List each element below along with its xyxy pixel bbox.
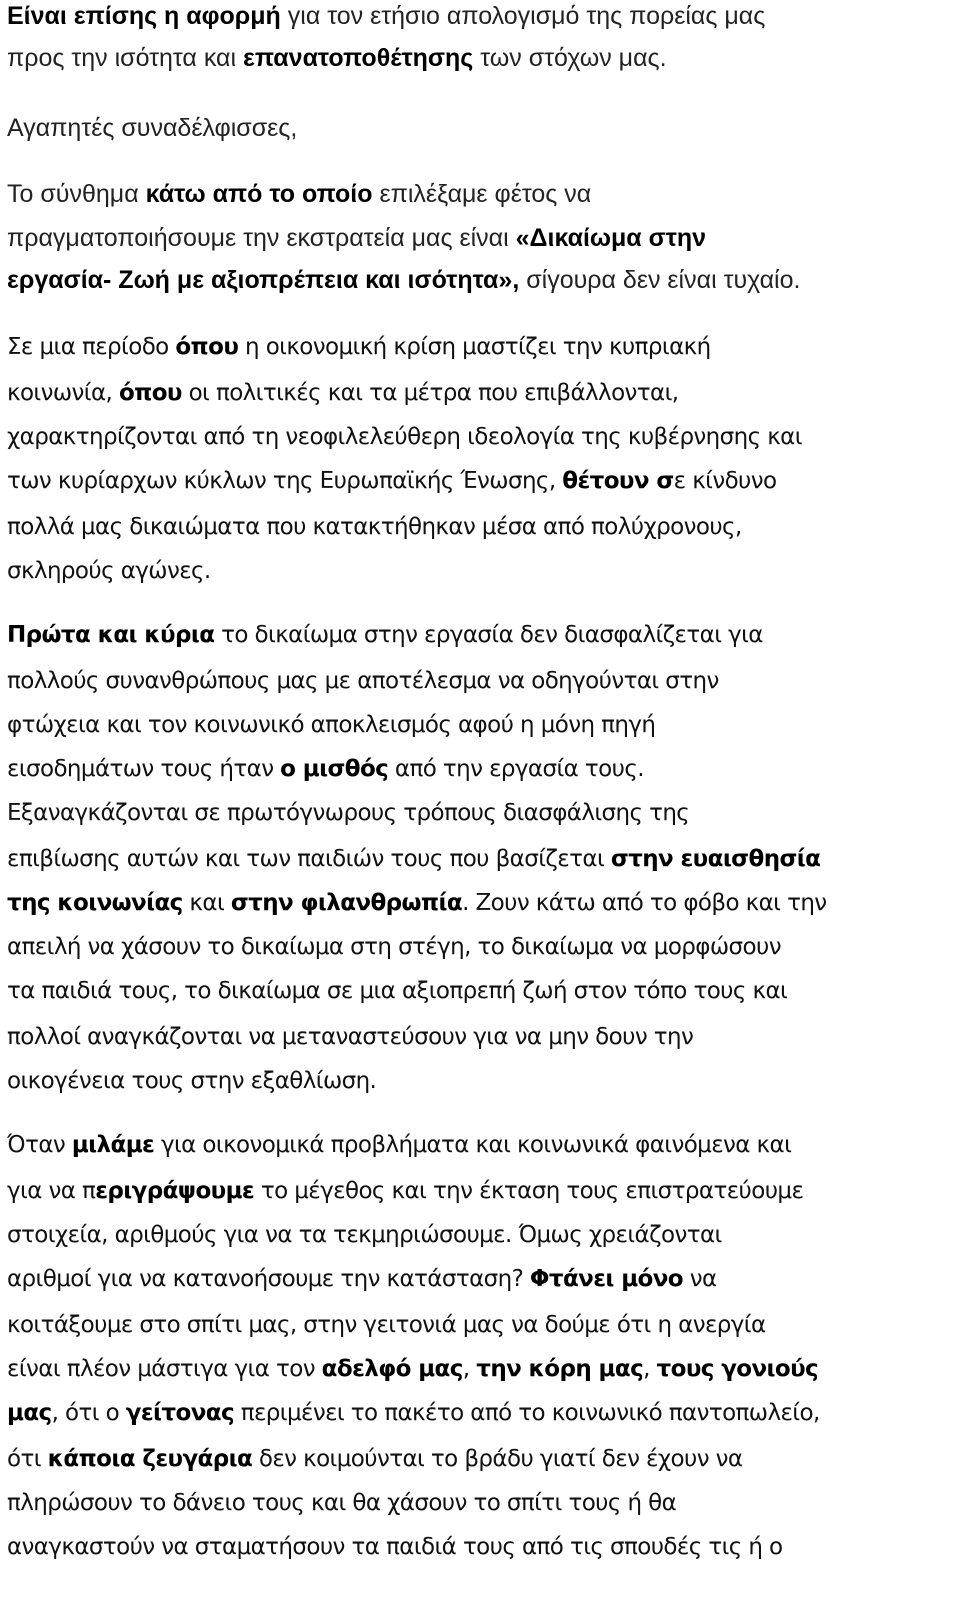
bold-text: κάτω από το οποίο: [145, 180, 373, 208]
text-line: [7, 116, 297, 141]
text-segment: αριθμοί για να κατανοήσουμε την κατάσταση?: [7, 1266, 530, 1292]
text-segment: Όταν: [7, 1132, 72, 1158]
text-segment: το μέγεθος και την έκταση τους επιστρατεύουμε: [254, 1178, 804, 1204]
text-segment: , ότι ο: [51, 1400, 126, 1426]
text-line: [7, 1314, 766, 1337]
text-segment: των κυρίαρχων κύκλων της Ευρωπαϊκής Ένωσης,: [7, 468, 563, 494]
text-segment: είναι πλέον μάστιγα για τον: [7, 1356, 322, 1382]
text-line: [7, 470, 776, 493]
text-segment: να: [683, 1266, 717, 1292]
bold-text: όπου: [175, 334, 239, 360]
text-segment: των στόχων μας.: [473, 44, 667, 72]
bold-text: μας: [7, 1400, 52, 1426]
bold-text: στην φιλανθρωπία: [230, 890, 463, 916]
text-line: [7, 936, 781, 959]
bold-text: Φτάνει μόνο: [529, 1266, 683, 1292]
text-line: [7, 848, 820, 871]
text-line: [7, 268, 800, 293]
text-segment: στοιχεία, αριθμούς για να τα τεκμηριώσουμε. Όμως χρειάζονται: [7, 1222, 722, 1248]
text-line: [7, 1134, 791, 1157]
text-line: [7, 802, 689, 825]
text-segment: ότι: [7, 1446, 48, 1472]
text-segment: πραγματοποιήσουμε την εκστρατεία μας είναι: [7, 224, 516, 252]
bold-text: μιλάμε: [71, 1132, 155, 1158]
text-segment: η οικονομική κρίση μαστίζει την κυπριακή: [238, 334, 711, 360]
text-segment: ,: [462, 1356, 477, 1382]
bold-text: θέτουν σ: [562, 468, 674, 494]
text-line: [7, 1536, 783, 1559]
text-line: [7, 1224, 722, 1247]
bold-text: γείτονας: [125, 1400, 234, 1426]
text-segment: οι πολιτικές και τα μέτρα που επιβάλλονται,: [181, 380, 679, 406]
text-line: [7, 382, 679, 405]
text-segment: επιβίωσης αυτών και των παιδιών τους που βασίζεται: [7, 846, 611, 872]
text-line: [7, 670, 719, 693]
text-segment: Εξαναγκάζονται σε πρωτόγνωρους τρόπους διασφάλισης της: [7, 800, 690, 826]
text-segment: κοιτάξουμε στο σπίτι μας, στην γειτονιά μας να δούμε ότι η ανεργία: [7, 1312, 766, 1338]
text-line: [7, 426, 802, 449]
text-line: [7, 516, 742, 539]
text-segment: χαρακτηρίζονται από τη νεοφιλελεύθερη ιδεολογία της κυβέρνησης και: [7, 424, 802, 450]
bold-text: Είναι επίσης η αφορμή: [7, 2, 281, 30]
text-segment: εισοδημάτων τους ήταν: [7, 756, 281, 782]
text-segment: απειλή να χάσουν το δικαίωμα στη στέγη, το δικαίωμα να μορφώσουν: [7, 934, 781, 960]
text-segment: αναγκαστούν να σταματήσουν τα παιδιά τους από τις σπουδές τις ή ο: [7, 1534, 783, 1560]
bold-text: «Δικαίωμα στην: [515, 224, 707, 252]
text-line: [7, 758, 644, 781]
text-line: [7, 1492, 676, 1515]
text-segment: για τον ετήσιο απολογισμό της πορείας μας: [280, 2, 766, 30]
text-line: [7, 1402, 820, 1425]
text-line: [7, 714, 655, 737]
text-segment: οικογένεια τους στην εξαθλίωση.: [7, 1068, 377, 1094]
text-line: [7, 1180, 803, 1203]
bold-text: ο μισθός: [280, 756, 389, 782]
text-segment: πληρώσουν το δάνειο τους και θα χάσουν το σπίτι τους ή θα: [7, 1490, 677, 1516]
text-line: [7, 226, 706, 251]
text-line: [7, 892, 827, 915]
text-line: [7, 182, 591, 207]
text-segment: και: [182, 890, 231, 916]
text-segment: πολλούς συνανθρώπους μας με αποτέλεσμα να οδηγούνται στην: [7, 668, 719, 694]
text-segment: προς την ισότητα και: [7, 44, 243, 72]
text-segment: για οικονομικά προβλήματα και κοινωνικά φαινόμενα και: [154, 1132, 792, 1158]
text-line: [7, 1268, 717, 1291]
text-segment: πολλά μας δικαιώματα που κατακτήθηκαν μέσα από πολύχρονους,: [7, 514, 742, 540]
text-line: [7, 1026, 693, 1049]
text-segment: τα παιδιά τους, το δικαίωμα σε μια αξιοπρεπή ζωή στον τόπο τους και: [7, 978, 788, 1004]
text-segment: επιλέξαμε φέτος να: [372, 180, 592, 208]
text-line: [7, 1070, 376, 1093]
text-line: [7, 624, 763, 647]
bold-text: Πρώτα και κύρια: [7, 622, 215, 648]
text-line: [7, 1448, 743, 1471]
bold-text: όπου: [118, 380, 182, 406]
bold-text: τους γονιούς: [656, 1356, 819, 1382]
text-segment: σκληρούς αγώνες.: [7, 558, 211, 584]
text-segment: περιμένει το πακέτο από το κοινωνικό παντοπωλείο,: [234, 1400, 820, 1426]
text-segment: Το σύνθημα: [7, 180, 146, 208]
text-line: [7, 1358, 818, 1381]
text-segment: Αγαπητές συναδέλφισσες,: [7, 114, 298, 142]
bold-text: κάποια ζευγάρια: [47, 1446, 253, 1472]
bold-text: αδελφό μας: [321, 1356, 463, 1382]
text-segment: για να π: [7, 1178, 96, 1204]
text-segment: σίγουρα δεν είναι τυχαίο.: [519, 266, 801, 294]
text-segment: κοινωνία,: [7, 380, 119, 406]
text-segment: φτώχεια και τον κοινωνικό αποκλεισμός αφού η μόνη πηγή: [7, 712, 656, 738]
text-line: [7, 4, 765, 29]
bold-text: επανατοποθέτησης: [242, 44, 474, 72]
text-segment: δεν κοιμούνται το βράδυ γιατί δεν έχουν να: [252, 1446, 743, 1472]
text-segment: Σε μια περίοδο: [7, 334, 176, 360]
bold-text: της κοινωνίας: [7, 890, 183, 916]
text-segment: ε κίνδυνο: [673, 468, 777, 494]
text-segment: . Ζουν κάτω από το φόβο και την: [462, 890, 827, 916]
text-segment: το δικαίωμα στην εργασία δεν διασφαλίζεται για: [214, 622, 763, 648]
text-segment: ,: [643, 1356, 657, 1382]
text-line: [7, 980, 787, 1003]
bold-text: εριγράψουμε: [95, 1178, 255, 1204]
text-line: [7, 46, 667, 71]
text-segment: πολλοί αναγκάζονται να μεταναστεύσουν για να μην δουν την: [7, 1024, 694, 1050]
bold-text: εργασία- Ζωή με αξιοπρέπεια και ισότητα»,: [7, 266, 520, 294]
text-line: [7, 336, 711, 359]
bold-text: την κόρη μας: [476, 1356, 644, 1382]
text-line: [7, 560, 211, 583]
text-segment: από την εργασία τους.: [388, 756, 644, 782]
bold-text: στην ευαισθησία: [610, 846, 821, 872]
